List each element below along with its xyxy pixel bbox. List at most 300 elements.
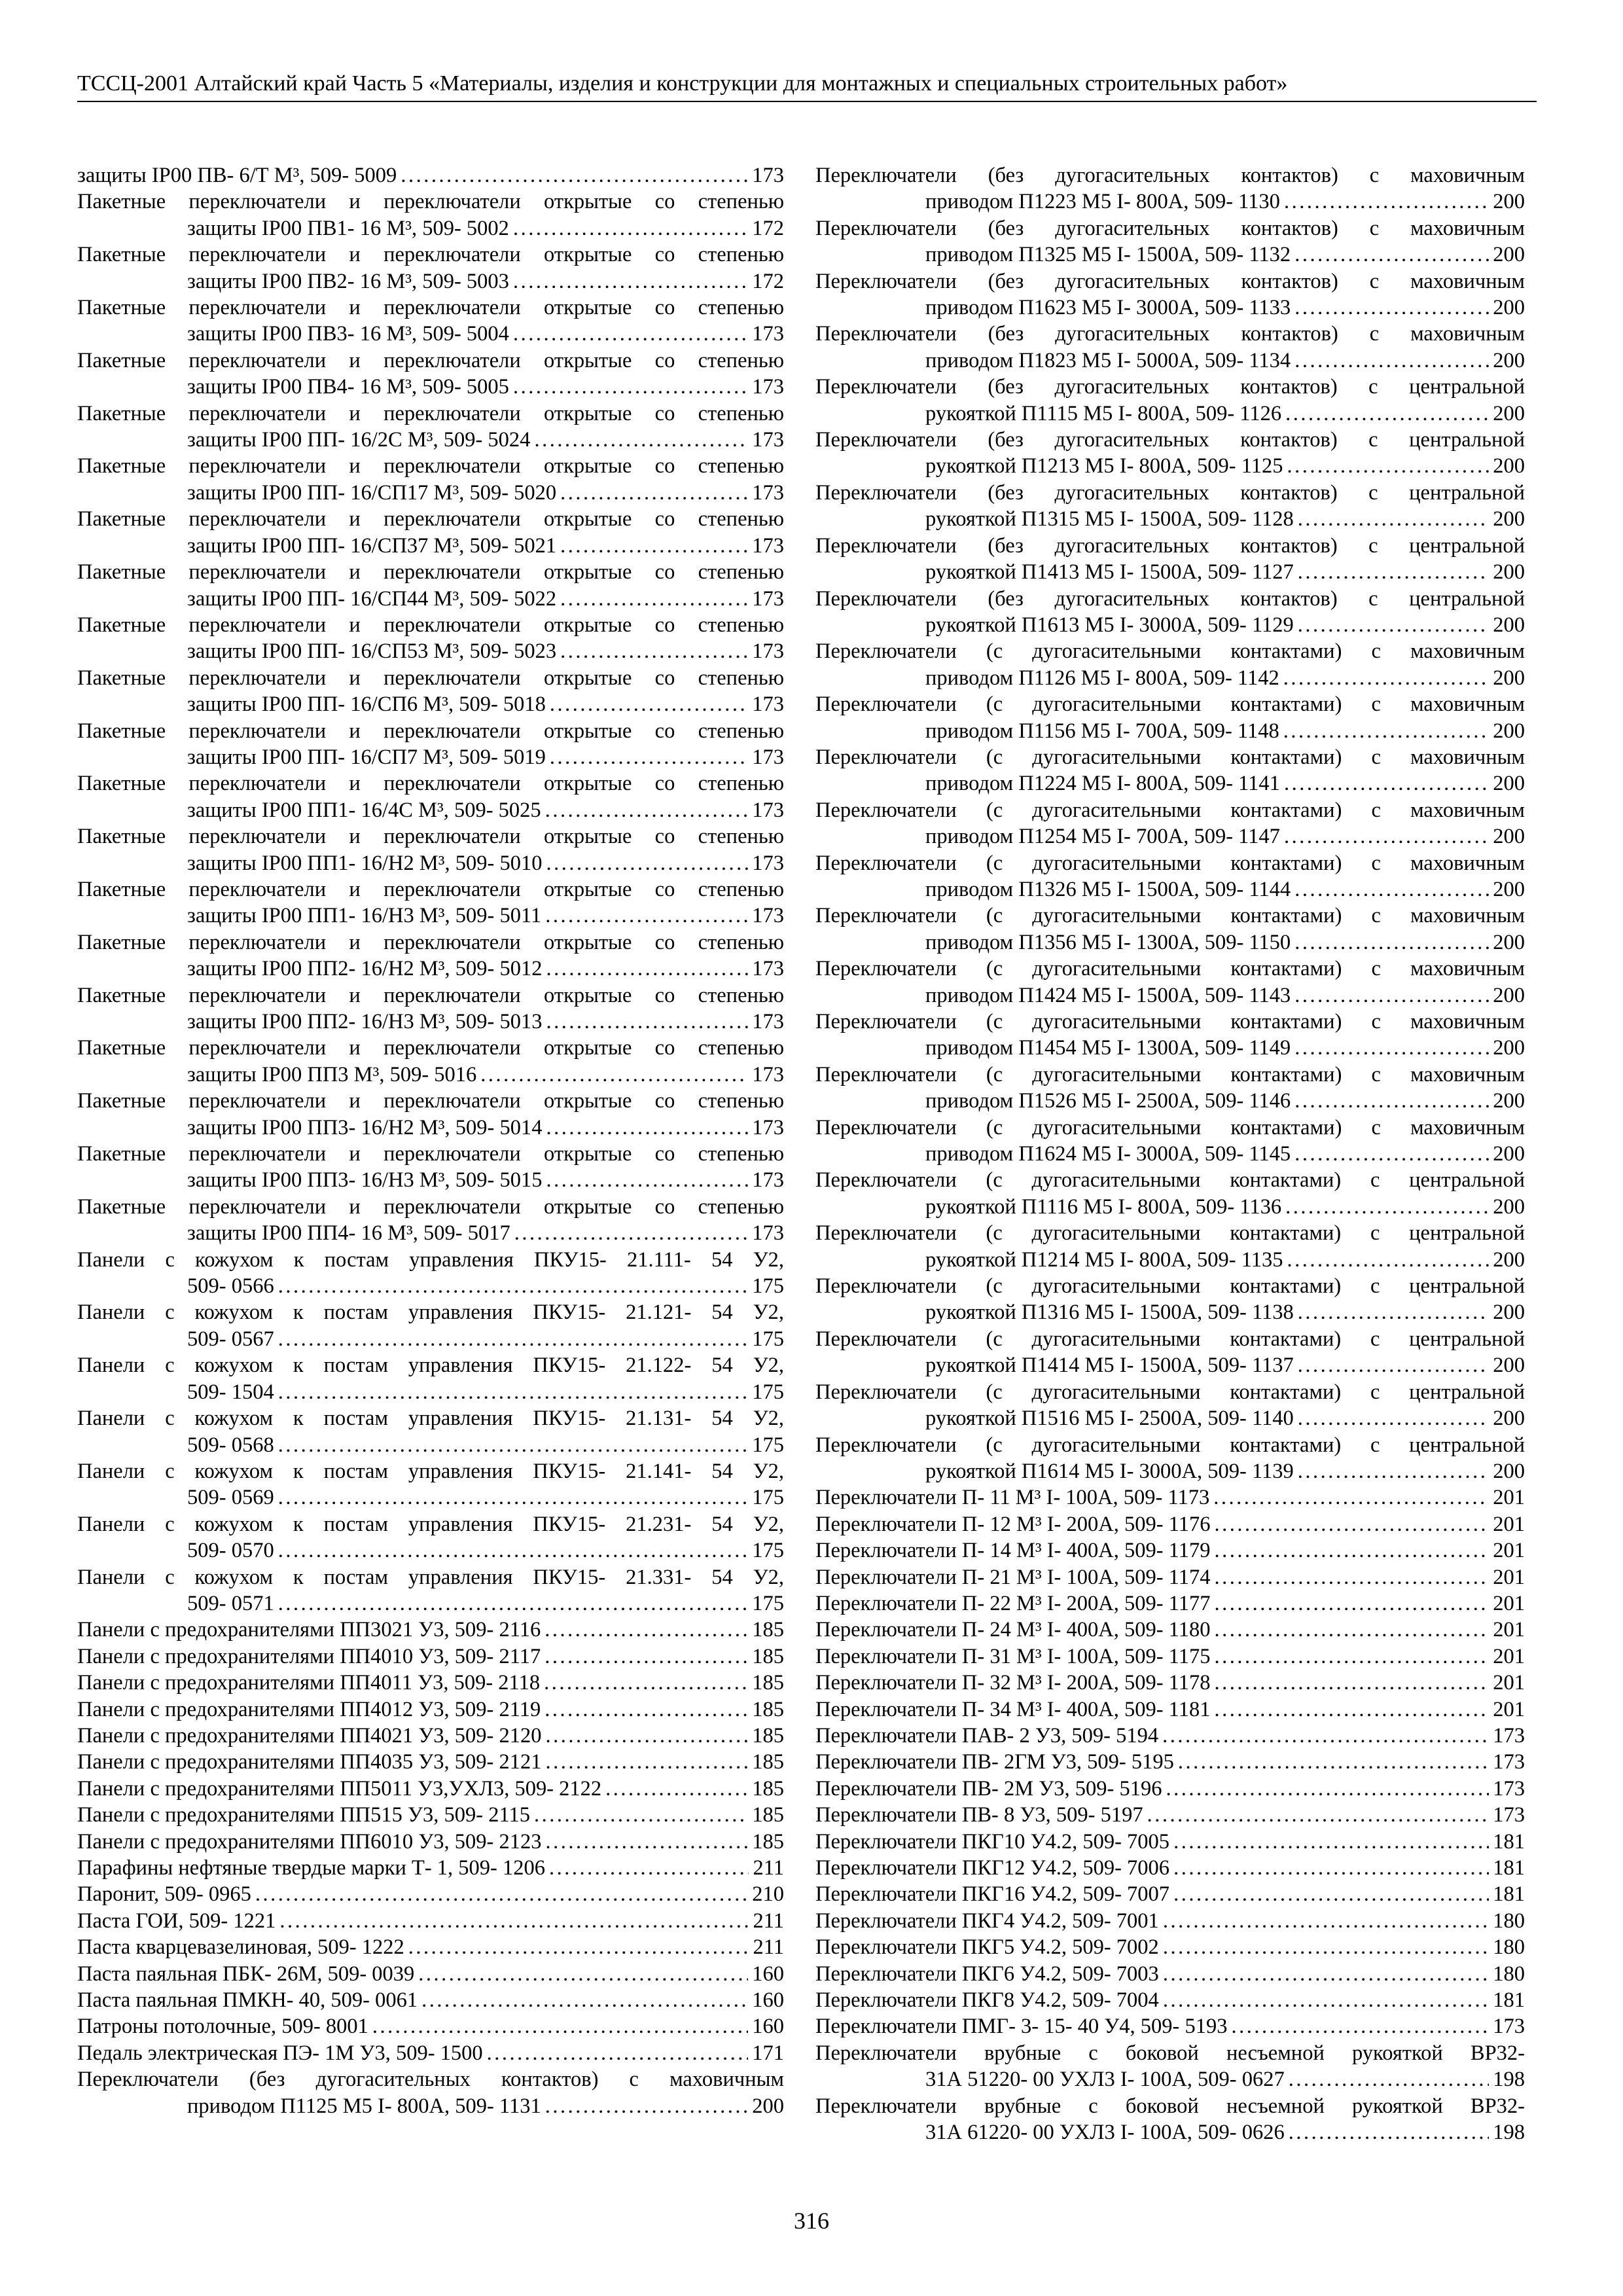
index-entry-line1: Переключатели (без дугогасительных контактов) с центральной bbox=[815, 533, 1525, 558]
dot-leader bbox=[560, 533, 748, 559]
dot-leader bbox=[1214, 1617, 1489, 1643]
index-entry-page: 175 bbox=[752, 1327, 784, 1351]
index-entry-page: 210 bbox=[752, 1882, 784, 1907]
index-entry-page: 200 bbox=[1493, 190, 1525, 214]
index-entry bbox=[77, 188, 784, 242]
index-entry bbox=[815, 1696, 1525, 1723]
index-entry bbox=[815, 1326, 1525, 1379]
dot-leader bbox=[1214, 1670, 1489, 1696]
index-entry-text: защиты IP00 ПП- 16/СП17 М³, 509- 5020 bbox=[187, 480, 557, 505]
index-entry-text: защиты IP00 ПП3- 16/Н3 М³, 509- 5015 bbox=[187, 1168, 543, 1193]
index-entry bbox=[77, 770, 784, 823]
index-entry-text: рукояткой П1614 М5 I- 3000А, 509- 1139 bbox=[925, 1459, 1294, 1483]
index-entry bbox=[815, 1432, 1525, 1485]
index-entry-page: 200 bbox=[1493, 930, 1525, 954]
index-entry-text: Переключатели ПКГ16 У4.2, 509- 7007 bbox=[815, 1882, 1170, 1907]
dot-leader bbox=[1147, 1802, 1489, 1828]
index-entry-line1: Переключатели (с дугогасительными контактами) с центральной bbox=[815, 1380, 1525, 1404]
index-entry-text: приводом П1223 М5 I- 800А, 509- 1130 bbox=[925, 190, 1280, 214]
dot-leader bbox=[1213, 1484, 1489, 1511]
index-entry bbox=[815, 1855, 1525, 1881]
index-entry-line1: Пакетные переключатели и переключатели открытые со степенью bbox=[77, 190, 784, 214]
index-entry-line1: Переключатели (с дугогасительными контактами) с маховичным bbox=[815, 692, 1525, 717]
index-entry bbox=[815, 1617, 1525, 1643]
dot-leader bbox=[1298, 506, 1489, 532]
dot-leader bbox=[278, 1432, 749, 1458]
index-entry-line1: Пакетные переключатели и переключатели открытые со степенью bbox=[77, 613, 784, 637]
dot-leader bbox=[480, 1062, 748, 1088]
index-entry-page: 201 bbox=[1493, 1565, 1525, 1589]
index-entry-page: 201 bbox=[1493, 1539, 1525, 1563]
index-entry-text: рукояткой П1115 М5 I- 800А, 509- 1126 bbox=[925, 401, 1282, 425]
index-entry-line1: Пакетные переключатели и переключатели открытые со степенью bbox=[77, 296, 784, 320]
dot-leader bbox=[1298, 1299, 1489, 1325]
index-entry bbox=[77, 876, 784, 929]
index-entry-line1: Переключатели (без дугогасительных контактов) с центральной bbox=[815, 480, 1525, 505]
index-entry-line1: Панели с кожухом к постам управления ПКУ15- 21.231- 54 У2, bbox=[77, 1512, 784, 1536]
dot-leader bbox=[1298, 1352, 1489, 1378]
index-entry-text: 31А 51220- 00 УХЛ3 I- 100А, 509- 0627 bbox=[925, 2068, 1285, 2092]
dot-leader bbox=[1166, 1776, 1489, 1802]
index-entry-page: 211 bbox=[753, 1935, 784, 1960]
index-entry bbox=[77, 1194, 784, 1247]
dot-leader bbox=[546, 850, 748, 876]
dot-leader bbox=[1284, 188, 1489, 215]
index-entry-page: 201 bbox=[1493, 1618, 1525, 1642]
index-entry bbox=[815, 480, 1525, 533]
dot-leader bbox=[550, 744, 748, 770]
dot-leader bbox=[1173, 1855, 1489, 1881]
index-entry-page: 181 bbox=[1493, 1856, 1525, 1880]
index-entry-line1: Переключатели (с дугогасительными контактами) с центральной bbox=[815, 1433, 1525, 1457]
index-entry-text: Переключатели П- 31 М³ I- 100А, 509- 1175 bbox=[815, 1644, 1211, 1668]
dot-leader bbox=[1287, 453, 1489, 479]
index-entry bbox=[815, 1009, 1525, 1062]
index-entry-text: Переключатели П- 22 М³ I- 200А, 509- 1177 bbox=[815, 1591, 1211, 1615]
dot-leader bbox=[550, 691, 748, 717]
dot-leader bbox=[546, 1167, 748, 1193]
index-entry-text: приводом П1125 М5 I- 800А, 509- 1131 bbox=[187, 2094, 541, 2118]
dot-leader bbox=[546, 1115, 748, 1141]
dot-leader bbox=[255, 1881, 748, 1907]
index-entry-text: Переключатели ПКГ4 У4.2, 509- 7001 bbox=[815, 1909, 1159, 1933]
index-entry-text: приводом П1526 М5 I- 2500А, 509- 1146 bbox=[925, 1089, 1291, 1113]
index-entry-page: 200 bbox=[1493, 1142, 1525, 1166]
index-entry-page: 211 bbox=[753, 1856, 784, 1880]
index-entry-text: защиты IP00 ПП- 16/СП7 М³, 509- 5019 bbox=[187, 745, 546, 769]
index-entry-page: 175 bbox=[752, 1433, 784, 1457]
index-entry-page: 200 bbox=[1493, 1247, 1525, 1272]
index-entry-text: Переключатели П- 32 М³ I- 200А, 509- 1178 bbox=[815, 1671, 1211, 1695]
index-entry bbox=[77, 1723, 784, 1749]
index-entry-text: защиты IP00 ПП3 М³, 509- 5016 bbox=[187, 1062, 477, 1086]
index-entry-text: Переключатели П- 11 М³ I- 100А, 509- 1173 bbox=[815, 1486, 1210, 1510]
index-entry-line1: Пакетные переключатели и переключатели открытые со степенью bbox=[77, 348, 784, 372]
index-entry bbox=[815, 268, 1525, 321]
page-number: 316 bbox=[794, 2208, 829, 2234]
index-entry bbox=[77, 1088, 784, 1141]
dot-leader bbox=[1163, 1961, 1489, 1987]
index-entry-line1: Переключатели врубные с боковой несъемной рукояткой ВР32- bbox=[815, 2041, 1525, 2065]
index-entry-page: 200 bbox=[1493, 296, 1525, 320]
index-entry-line1: Переключатели (без дугогасительных контактов) с маховичным bbox=[77, 2068, 784, 2092]
dot-leader bbox=[1214, 1643, 1489, 1670]
index-entry-line1: Пакетные переключатели и переключатели открытые со степенью bbox=[77, 454, 784, 478]
index-entry-line1: Пакетные переключатели и переключатели открытые со степенью bbox=[77, 1142, 784, 1166]
index-entry-text: Переключатели ПКГ12 У4.2, 509- 7006 bbox=[815, 1856, 1170, 1880]
dot-leader bbox=[544, 1617, 748, 1643]
index-entry bbox=[77, 1299, 784, 1352]
dot-leader bbox=[560, 586, 748, 612]
dot-leader bbox=[1163, 1934, 1489, 1960]
index-entry-page: 173 bbox=[752, 904, 784, 928]
index-entry-line1: Переключатели (с дугогасительными контактами) с центральной bbox=[815, 1327, 1525, 1351]
index-entry-page: 200 bbox=[752, 2094, 784, 2118]
index-entry-line1: Панели с кожухом к постам управления ПКУ15- 21.121- 54 У2, bbox=[77, 1300, 784, 1325]
dot-leader bbox=[545, 1749, 748, 1775]
dot-leader bbox=[1294, 1141, 1489, 1167]
index-entry-page: 173 bbox=[752, 798, 784, 822]
index-entry-page: 173 bbox=[1493, 2015, 1525, 2039]
index-entry-text: защиты IP00 ПП- 16/СП6 М³, 509- 5018 bbox=[187, 692, 546, 717]
index-entry-page: 173 bbox=[752, 1010, 784, 1033]
dot-leader bbox=[278, 1273, 749, 1299]
index-entry-line1: Пакетные переключатели и переключатели открытые со степенью bbox=[77, 243, 784, 267]
index-entry-text: рукояткой П1316 М5 I- 1500А, 509- 1138 bbox=[925, 1300, 1294, 1325]
index-entry-line1: Панели с кожухом к постам управления ПКУ15- 21.141- 54 У2, bbox=[77, 1459, 784, 1483]
index-entry bbox=[77, 1696, 784, 1723]
index-entry-text: Парафины нефтяные твердые марки Т- 1, 509- 1206 bbox=[77, 1856, 545, 1880]
index-entry-page: 200 bbox=[1493, 1036, 1525, 1060]
index-entry-page: 173 bbox=[752, 164, 784, 187]
index-entry-text: защиты IP00 ПП- 16/2С М³, 509- 5024 bbox=[187, 428, 531, 452]
index-entry-line1: Пакетные переключатели и переключатели открытые со степенью bbox=[77, 772, 784, 796]
index-entry-text: защиты IP00 ПВ2- 16 М³, 509- 5003 bbox=[187, 269, 509, 293]
index-entry-page: 198 bbox=[1493, 2121, 1525, 2145]
index-entry bbox=[815, 1564, 1525, 1590]
index-entry-line1: Пакетные переключатели и переключатели открытые со степенью bbox=[77, 983, 784, 1007]
dot-leader bbox=[1214, 1537, 1489, 1564]
index-entry-page: 173 bbox=[752, 586, 784, 611]
index-entry-text: Панели с предохранителями ПП4011 У3, 509- 2118 bbox=[77, 1671, 541, 1695]
index-entry bbox=[815, 1643, 1525, 1670]
index-entry-text: 509- 0570 bbox=[187, 1539, 274, 1563]
index-entry-page: 201 bbox=[1493, 1671, 1525, 1695]
index-entry bbox=[77, 559, 784, 612]
index-entry-page: 180 bbox=[1493, 1962, 1525, 1986]
index-entry bbox=[815, 1511, 1525, 1537]
index-entry-page: 175 bbox=[752, 1380, 784, 1404]
index-entry-page: 185 bbox=[752, 1776, 784, 1801]
index-entry-text: Панели с предохранителями ПП3021 У3, 509- 2116 bbox=[77, 1618, 541, 1642]
index-entry-page: 200 bbox=[1493, 348, 1525, 372]
index-entry bbox=[815, 1749, 1525, 1775]
index-entry bbox=[815, 797, 1525, 850]
dot-leader bbox=[278, 1590, 749, 1617]
index-entry-text: приводом П1624 М5 I- 3000А, 509- 1145 bbox=[925, 1142, 1291, 1166]
dot-leader bbox=[1294, 242, 1489, 268]
dot-leader bbox=[560, 638, 748, 664]
index-entry bbox=[77, 1987, 784, 2013]
index-entry bbox=[77, 1141, 784, 1194]
index-entry-page: 200 bbox=[1493, 1354, 1525, 1378]
dot-leader bbox=[549, 1855, 749, 1881]
index-entry-text: Патроны потолочные, 509- 8001 bbox=[77, 2015, 368, 2039]
dot-leader bbox=[1163, 1987, 1489, 2013]
dot-leader bbox=[514, 1220, 749, 1246]
index-entry-page: 160 bbox=[752, 2015, 784, 2039]
index-entry bbox=[815, 1590, 1525, 1617]
index-entry-text: рукояткой П1414 М5 I- 1500А, 509- 1137 bbox=[925, 1354, 1294, 1378]
dot-leader bbox=[1283, 718, 1489, 744]
index-entry bbox=[815, 1723, 1525, 1749]
index-entry-text: приводом П1325 М5 I- 1500А, 509- 1132 bbox=[925, 243, 1291, 267]
index-entry-line1: Переключатели (с дугогасительными контактами) с маховичным bbox=[815, 851, 1525, 875]
index-entry-text: Переключатели П- 12 М³ I- 200А, 509- 1176 bbox=[815, 1512, 1211, 1536]
index-entry-text: рукояткой П1116 М5 I- 800А, 509- 1136 bbox=[925, 1194, 1282, 1219]
index-entry-page: 200 bbox=[1493, 243, 1525, 267]
dot-leader bbox=[372, 2013, 748, 2039]
index-entry-page: 173 bbox=[752, 1221, 784, 1246]
dot-leader bbox=[534, 1802, 748, 1828]
index-entry bbox=[77, 1035, 784, 1088]
index-entry bbox=[77, 295, 784, 348]
index-entry-page: 173 bbox=[1493, 1803, 1525, 1827]
dot-leader bbox=[401, 162, 748, 188]
index-entry bbox=[815, 691, 1525, 744]
index-entry bbox=[815, 2093, 1525, 2146]
dot-leader bbox=[545, 1723, 748, 1749]
index-entry bbox=[815, 1167, 1525, 1220]
dot-leader bbox=[544, 1643, 748, 1670]
dot-leader bbox=[605, 1776, 748, 1802]
index-entry bbox=[815, 1802, 1525, 1828]
index-entry bbox=[815, 1961, 1525, 1987]
dot-leader bbox=[408, 1934, 749, 1960]
index-entry-page: 201 bbox=[1493, 1591, 1525, 1615]
dot-leader bbox=[418, 1961, 748, 1987]
index-entry bbox=[815, 1379, 1525, 1432]
index-entry-text: защиты IP00 ПВ4- 16 М³, 509- 5005 bbox=[187, 375, 509, 399]
index-entry bbox=[77, 1855, 784, 1881]
index-entry bbox=[77, 348, 784, 401]
index-entry-text: Переключатели П- 14 М³ I- 400А, 509- 1179 bbox=[815, 1539, 1211, 1563]
index-entry bbox=[77, 1881, 784, 1907]
index-entry-line1: Пакетные переключатели и переключатели открытые со степенью bbox=[77, 930, 784, 954]
index-entry-page: 200 bbox=[1493, 1407, 1525, 1431]
index-entry-page: 173 bbox=[752, 322, 784, 346]
dot-leader bbox=[545, 797, 749, 823]
dot-leader bbox=[545, 903, 748, 929]
index-entry-page: 171 bbox=[752, 2041, 784, 2065]
dot-leader bbox=[278, 1484, 749, 1511]
dot-leader bbox=[1285, 1194, 1489, 1220]
index-entry-text: защиты IP00 ПП2- 16/Н2 М³, 509- 5012 bbox=[187, 957, 543, 981]
index-entry bbox=[77, 2040, 784, 2066]
dot-leader bbox=[1289, 2066, 1489, 2092]
index-entry-page: 201 bbox=[1493, 1697, 1525, 1721]
index-entry bbox=[815, 2013, 1525, 2039]
index-entry-text: Панели с предохранителями ПП4010 У3, 509- 2117 bbox=[77, 1644, 541, 1668]
index-entry-page: 180 bbox=[1493, 1909, 1525, 1933]
index-entry-line1: Пакетные переключатели и переключатели открытые со степенью bbox=[77, 877, 784, 901]
index-entry bbox=[77, 2013, 784, 2039]
index-entry-text: 509- 0568 bbox=[187, 1433, 274, 1457]
dot-leader bbox=[544, 1696, 748, 1723]
index-entry-line1: Переключатели (с дугогасительными контактами) с маховичным bbox=[815, 957, 1525, 981]
index-entry-text: Паронит, 509- 0965 bbox=[77, 1882, 251, 1907]
dot-leader bbox=[545, 2093, 749, 2119]
index-entry bbox=[77, 453, 784, 506]
index-entry-text: 509- 0569 bbox=[187, 1486, 274, 1510]
index-entry-page: 173 bbox=[752, 692, 784, 717]
index-entry-text: Переключатели ПМГ- 3- 15- 40 У4, 509- 5193 bbox=[815, 2015, 1228, 2039]
index-entry-text: приводом П1356 М5 I- 1300А, 509- 1150 bbox=[925, 930, 1291, 954]
dot-leader bbox=[1284, 823, 1489, 850]
index-entry-line1: Переключатели (без дугогасительных контактов) с центральной bbox=[815, 428, 1525, 452]
index-entry bbox=[77, 1908, 784, 1934]
index-entry-text: защиты IP00 ПП- 16/СП53 М³, 509- 5023 bbox=[187, 639, 557, 664]
dot-leader bbox=[1287, 1247, 1489, 1273]
dot-leader bbox=[1298, 1458, 1489, 1484]
index-entry-text: защиты IP00 ПП4- 16 М³, 509- 5017 bbox=[187, 1221, 510, 1246]
index-entry-text: приводом П1424 М5 I- 1500А, 509- 1143 bbox=[925, 983, 1291, 1007]
index-column-right bbox=[815, 162, 1525, 2145]
dot-leader bbox=[487, 2040, 749, 2066]
index-entry-page: 173 bbox=[752, 1115, 784, 1139]
index-entry bbox=[77, 1247, 784, 1300]
dot-leader bbox=[1214, 1590, 1489, 1617]
index-entry-line1: Пакетные переключатели и переключатели открытые со степенью bbox=[77, 1089, 784, 1113]
index-entry-page: 185 bbox=[752, 1829, 784, 1854]
index-entry-text: Переключатели ПАВ- 2 У3, 509- 5194 bbox=[815, 1723, 1159, 1748]
index-entry-page: 173 bbox=[752, 745, 784, 769]
index-entry bbox=[815, 1062, 1525, 1115]
index-entry-line1: Пакетные переключатели и переключатели открытые со степенью bbox=[77, 719, 784, 743]
index-entry bbox=[815, 1537, 1525, 1564]
index-entry-page: 173 bbox=[752, 1168, 784, 1193]
index-entry-text: Переключатели П- 24 М³ I- 400А, 509- 1180 bbox=[815, 1618, 1211, 1642]
index-entry-text: приводом П1254 М5 I- 700А, 509- 1147 bbox=[925, 825, 1280, 849]
index-entry-line1: Переключатели (с дугогасительными контактами) с маховичным bbox=[815, 1115, 1525, 1139]
index-entry-page: 173 bbox=[752, 1062, 784, 1086]
index-entry-page: 173 bbox=[752, 480, 784, 505]
dot-leader bbox=[1214, 1696, 1489, 1723]
index-entry-page: 173 bbox=[752, 851, 784, 875]
index-entry-page: 160 bbox=[752, 1988, 784, 2013]
index-entry-page: 201 bbox=[1493, 1486, 1525, 1510]
index-entry-page: 200 bbox=[1493, 666, 1525, 690]
dot-leader bbox=[1173, 1829, 1489, 1855]
dot-leader bbox=[421, 1987, 748, 2013]
dot-leader bbox=[1298, 1405, 1489, 1431]
dot-leader bbox=[1163, 1908, 1489, 1934]
index-entry-text: Переключатели ПВ- 2М У3, 509- 5196 bbox=[815, 1776, 1162, 1801]
index-entry-line1: Переключатели (с дугогасительными контактами) с центральной bbox=[815, 1168, 1525, 1193]
index-entry bbox=[77, 1352, 784, 1405]
index-entry-page: 173 bbox=[752, 533, 784, 558]
dot-leader bbox=[513, 374, 748, 400]
index-entry bbox=[77, 1670, 784, 1696]
index-entry-line1: Переключатели (с дугогасительными контактами) с маховичным bbox=[815, 1062, 1525, 1086]
index-entry-text: защиты IP00 ПП1- 16/Н2 М³, 509- 5010 bbox=[187, 851, 543, 875]
index-entry-text: Панели с предохранителями ПП515 У3, 509- 2115 bbox=[77, 1803, 531, 1827]
index-entry-text: Панели с предохранителями ПП5011 У3,УХЛ3, 509- 2122 bbox=[77, 1776, 602, 1801]
index-entry-text: Переключатели ПКГ6 У4.2, 509- 7003 bbox=[815, 1962, 1159, 1986]
dot-leader bbox=[1294, 876, 1489, 903]
dot-leader bbox=[546, 1009, 748, 1035]
index-entry bbox=[77, 1802, 784, 1828]
dot-leader bbox=[1294, 982, 1489, 1009]
index-entry-line1: Пакетные переключатели и переключатели открытые со степенью bbox=[77, 1194, 784, 1219]
index-entry bbox=[815, 1908, 1525, 1934]
index-entry-page: 200 bbox=[1493, 983, 1525, 1007]
dot-leader bbox=[1284, 770, 1489, 797]
index-entry-page: 200 bbox=[1493, 877, 1525, 901]
index-entry-text: Переключатели ПВ- 2ГМ У3, 509- 5195 bbox=[815, 1750, 1174, 1774]
index-entry-text: защиты IP00 ПВ3- 16 М³, 509- 5004 bbox=[187, 322, 509, 346]
index-entry-text: Паста ГОИ, 509- 1221 bbox=[77, 1909, 276, 1933]
index-entry-page: 172 bbox=[752, 216, 784, 240]
dot-leader bbox=[1214, 1511, 1489, 1537]
index-entry bbox=[77, 1564, 784, 1617]
dot-leader bbox=[513, 215, 748, 242]
dot-leader bbox=[544, 1670, 748, 1696]
index-entry-text: Панели с предохранителями ПП4035 У3, 509- 2121 bbox=[77, 1750, 542, 1774]
dot-leader bbox=[1173, 1881, 1489, 1907]
dot-leader bbox=[513, 321, 748, 347]
index-entry bbox=[815, 2040, 1525, 2093]
index-entry-text: Переключатели П- 34 М³ I- 400А, 509- 1181 bbox=[815, 1697, 1211, 1721]
index-entry bbox=[815, 850, 1525, 903]
index-entry-text: приводом П1823 М5 I- 5000А, 509- 1134 bbox=[925, 348, 1291, 372]
index-entry bbox=[77, 929, 784, 982]
index-entry-page: 200 bbox=[1493, 613, 1525, 637]
index-entry bbox=[77, 162, 784, 188]
index-entry-text: Паста кварцевазелиновая, 509- 1222 bbox=[77, 1935, 404, 1960]
index-entry-line1: Пакетные переключатели и переключатели открытые со степенью bbox=[77, 401, 784, 425]
index-entry bbox=[815, 1220, 1525, 1273]
index-entry bbox=[815, 427, 1525, 480]
index-entry bbox=[815, 374, 1525, 427]
index-entry bbox=[815, 956, 1525, 1009]
index-entry-line1: Переключатели (с дугогасительными контактами) с маховичным bbox=[815, 745, 1525, 769]
dot-leader bbox=[534, 427, 748, 453]
index-entry-text: приводом П1326 М5 I- 1500А, 509- 1144 bbox=[925, 877, 1291, 901]
index-entry bbox=[815, 162, 1525, 215]
index-entry-text: 509- 0567 bbox=[187, 1327, 274, 1351]
index-entry bbox=[77, 506, 784, 559]
dot-leader bbox=[1298, 559, 1489, 585]
index-entry-text: 509- 1504 bbox=[187, 1380, 274, 1404]
index-entry-text: рукояткой П1516 М5 I- 2500А, 509- 1140 bbox=[925, 1407, 1294, 1431]
index-entry-page: 172 bbox=[752, 269, 784, 293]
dot-leader bbox=[1294, 295, 1489, 321]
index-entry-page: 200 bbox=[1493, 719, 1525, 743]
index-entry-text: Паста паяльная ПБК- 26М, 509- 0039 bbox=[77, 1962, 415, 1986]
index-entry-page: 181 bbox=[1493, 1829, 1525, 1854]
index-entry-text: Переключатели ПВ- 8 У3, 509- 5197 bbox=[815, 1803, 1143, 1827]
dot-leader bbox=[1178, 1749, 1489, 1775]
index-entry bbox=[77, 1458, 784, 1511]
index-entry-page: 160 bbox=[752, 1962, 784, 1986]
dot-leader bbox=[1289, 2119, 1489, 2145]
dot-leader bbox=[1214, 1564, 1489, 1590]
index-entry-line1: Переключатели (с дугогасительными контактами) с центральной bbox=[815, 1274, 1525, 1299]
dot-leader bbox=[546, 956, 748, 982]
index-entry-text: Переключатели ПКГ8 У4.2, 509- 7004 bbox=[815, 1988, 1159, 2013]
dot-leader bbox=[545, 1829, 748, 1855]
